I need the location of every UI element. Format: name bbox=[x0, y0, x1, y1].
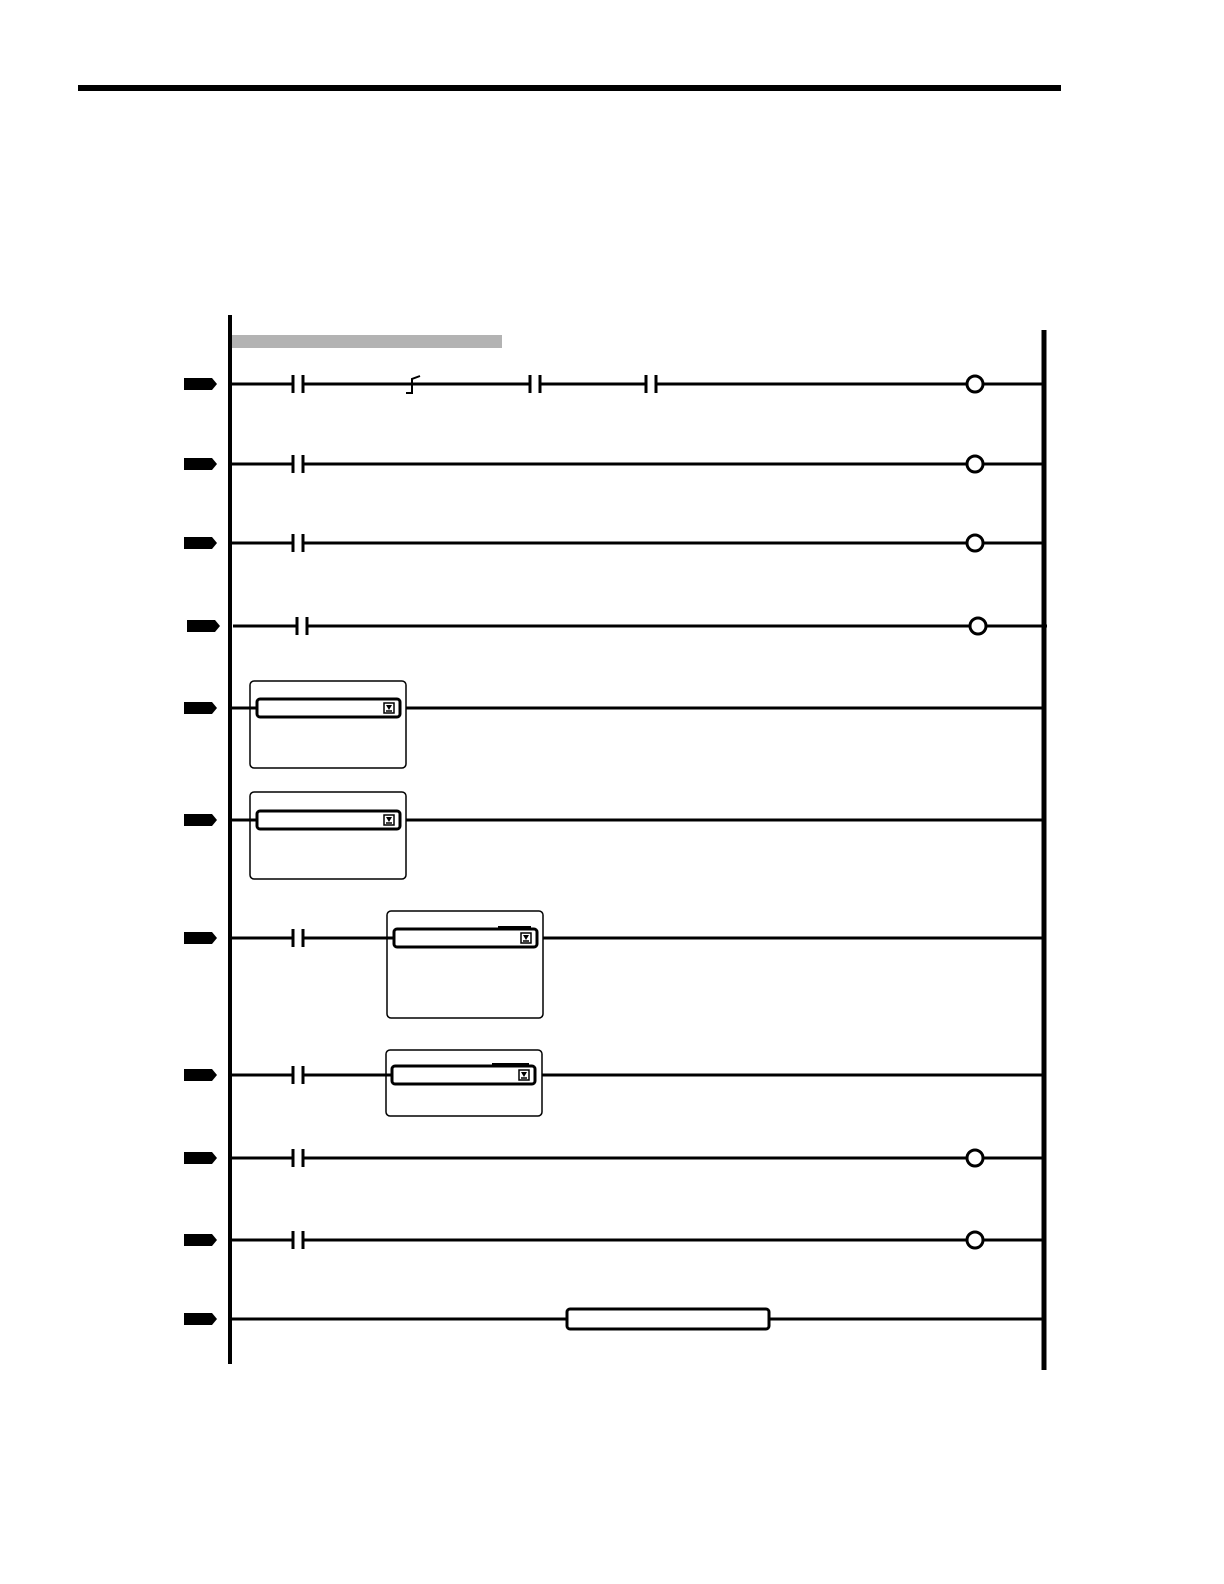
coil-symbol bbox=[967, 1232, 983, 1248]
arrow-marker-icon bbox=[184, 702, 217, 714]
contact-symbol bbox=[296, 617, 308, 635]
arrow-marker-icon bbox=[184, 1313, 217, 1325]
function-block-header bbox=[392, 1066, 535, 1084]
rung-4 bbox=[187, 617, 1047, 635]
function-block bbox=[366, 1050, 542, 1116]
arrow-marker-icon bbox=[184, 814, 217, 826]
arrow-marker-icon bbox=[184, 1069, 217, 1081]
contact-symbol bbox=[292, 1231, 304, 1249]
rung-2 bbox=[184, 455, 1044, 473]
rung-6 bbox=[184, 792, 1044, 879]
comment-bar bbox=[232, 335, 502, 348]
coil-symbol bbox=[967, 535, 983, 551]
function-block-header bbox=[257, 699, 400, 717]
contact-symbol bbox=[292, 929, 304, 947]
arrow-marker-icon bbox=[184, 537, 217, 549]
arrow-marker-icon bbox=[184, 378, 217, 390]
rung-5 bbox=[184, 681, 1044, 768]
rung-7 bbox=[184, 911, 1044, 1018]
contact-symbol bbox=[292, 455, 304, 473]
coil-symbol bbox=[967, 456, 983, 472]
rung-11 bbox=[184, 1309, 1044, 1329]
coil-symbol bbox=[967, 376, 983, 392]
coil-symbol bbox=[970, 618, 986, 634]
rung-1 bbox=[184, 375, 1044, 393]
rung-3 bbox=[184, 534, 1044, 552]
contact-symbol bbox=[292, 534, 304, 552]
arrow-marker-icon bbox=[187, 620, 220, 632]
function-block-frame bbox=[250, 681, 406, 768]
contact-symbol bbox=[292, 375, 304, 393]
arrow-marker-icon bbox=[184, 1152, 217, 1164]
rung-9 bbox=[184, 1149, 1044, 1167]
function-block bbox=[230, 681, 406, 768]
coil-symbol bbox=[967, 1150, 983, 1166]
arrow-marker-icon bbox=[184, 1234, 217, 1246]
rung-10 bbox=[184, 1231, 1044, 1249]
contact-symbol bbox=[529, 375, 541, 393]
function-block bbox=[230, 792, 406, 879]
contact-symbol bbox=[645, 375, 657, 393]
arrow-marker-icon bbox=[184, 932, 217, 944]
rung-8 bbox=[184, 1050, 1044, 1116]
function-block-frame bbox=[250, 792, 406, 879]
arrow-marker-icon bbox=[184, 458, 217, 470]
contact-symbol bbox=[292, 1149, 304, 1167]
function-block-header bbox=[394, 929, 537, 947]
instruction-box bbox=[567, 1309, 769, 1329]
contact-symbol bbox=[292, 1066, 304, 1084]
header-rule bbox=[78, 85, 1061, 91]
function-block-header bbox=[257, 811, 400, 829]
function-block bbox=[367, 911, 543, 1018]
